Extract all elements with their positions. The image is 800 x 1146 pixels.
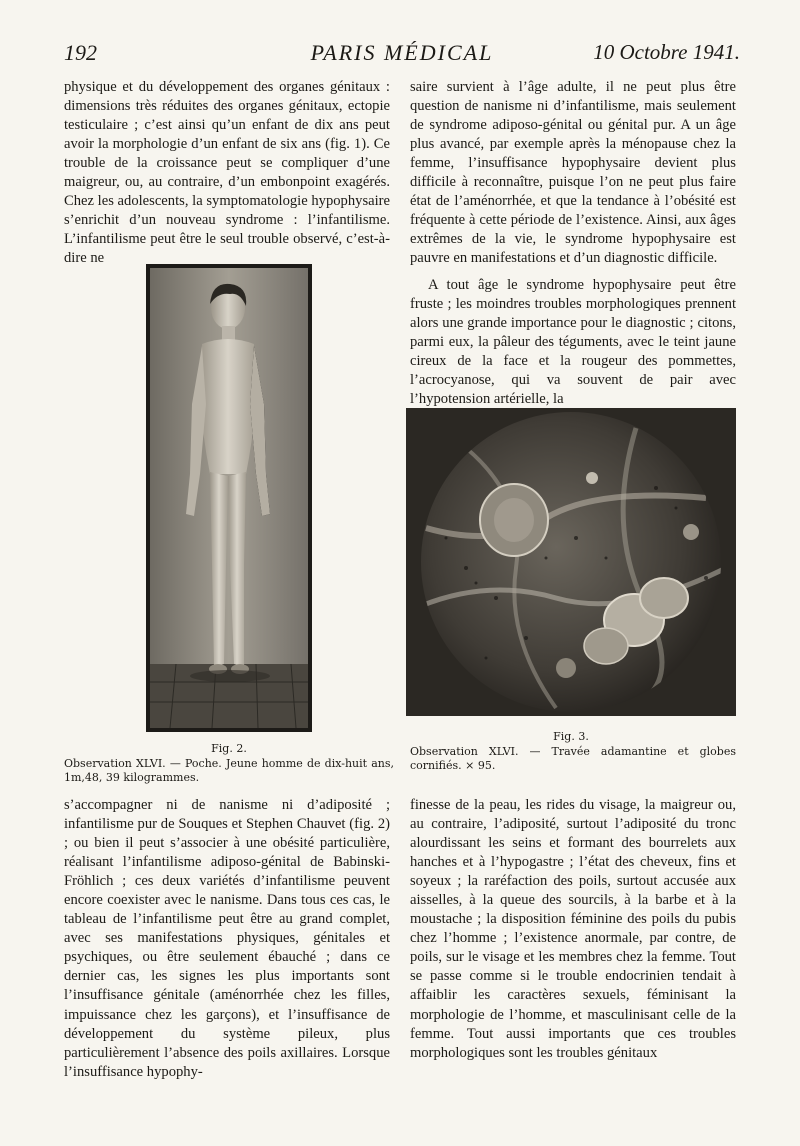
figure-2-number: Fig. 2. (211, 742, 247, 755)
right-column-top-paragraph-1: saire survient à l’âge adulte, il ne peut plus être question de nanisme ni d’infantilisme, mais seulement de syndrome adiposo-génital ou génital pur. A un âge plus avancé, par exemple après la ménopause chez la femme, l’insuffisance hypophysaire devient plus difficile à reconnaître, puisque l’on ne peut plus faire état de l’aménorrhée, et que la tendance à l’obésité est fréquente à cette période de l’existence. Ainsi, aux âges extrêmes de la vie, le syndrome hypophysaire est pauvre en manifestations et d’un diagnostic difficile. (410, 79, 736, 267)
right-column-bottom-paragraph: finesse de la peau, les rides du visage, la maigreur ou, au contraire, l’adiposité, surtout l’adiposité du tronc alourdissant les seins et formant des bourrelets aux hanches et à l’hypogastre ; l’état des cheveux, fins et soyeux ; la raréfaction des poils, surtout accusée aux aisselles, à la queue des sourcils, à la barbe et à la moustache ; la disposition féminine des poils du pubis chez l’homme ; l’existence anormale, par contre, de poils, sur le visage et les membres chez la femme. Tout se passe comme si le trouble endocrinien tendait à affaiblir les caractères sexuels, féminisant la morphologie de l’homme, et masculinisant celle de la femme. Tout aussi importants que ces troubles morphologiques sont les troubles génitaux (410, 797, 736, 1061)
left-column-bottom-paragraph: s’accompagner ni de nanisme ni d’adiposité ; infantilisme pur de Souques et Stephen Chauvet (fig. 2) ; ou bien il peut s’associer à une obésité particulière, réalisant l’infantilisme adiposo-génital de Babinski-Fröhlich ; ces deux variétés d’infantilisme peuvent encore coexister avec le nanisme. Dans tous ces cas, le tableau de l’infantilisme peut être au grand complet, avec ses manifestations physiques, génitales et psychiques, ou être seulement ébauché ; dans ce dernier cas, les signes les plus importants sont l’insuffisance génitale (aménorrhée chez les filles, impuissance chez les garçons), et l’insuffisance de développement du système pileux, plus particulièrement l’absence des poils axillaires. Lorsque l’insuffisance hypophy- (64, 797, 390, 1080)
figure-3-micrograph (406, 408, 736, 716)
page-number: 192 (64, 40, 97, 65)
journal-title: PARIS MÉDICAL (310, 40, 494, 65)
figure-3-illustration (406, 408, 736, 716)
figure-3-caption: Observation XLVI. — Travée adamantine et globes cornifiés. × 95. (410, 745, 736, 772)
left-column-top-paragraph: physique et du développement des organes génitaux : dimensions très réduites des organes génitaux, ectopie testiculaire ; c’est ainsi qu’un enfant de dix ans peut avoir la morphologie d’un enfant de six ans (fig. 1). Ce trouble de la croissance peut se compliquer d’une maigreur, ou, au contraire, d’un embonpoint exagérés. Chez les adolescents, la symptomatologie hypophysaire s’enrichit d’un nouveau syndrome : l’infantilisme. L’infantilisme peut être le seul trouble observé, c’est-à-dire ne (64, 79, 390, 267)
figure-2-caption: Observation XLVI. — Poche. Jeune homme de dix-huit ans, 1m,48, 39 kilogrammes. (64, 757, 394, 784)
figure-2-illustration (146, 264, 312, 732)
page-header (64, 40, 740, 66)
figure-2-photograph (146, 264, 312, 732)
right-column-top-paragraph-2: A tout âge le syndrome hypophysaire peut être fruste ; les moindres troubles morphologiques prennent alors une grande importance pour le diagnostic ; citons, parmi eux, la pâleur des téguments, avec le teint jaune cireux de la face et la rougeur des pommettes, l’acrocyanose, qui va souvent de pair avec l’hypotension artérielle, la (410, 277, 736, 408)
figure-3-number: Fig. 3. (553, 730, 589, 743)
issue-date: 10 Octobre 1941. (593, 40, 740, 64)
